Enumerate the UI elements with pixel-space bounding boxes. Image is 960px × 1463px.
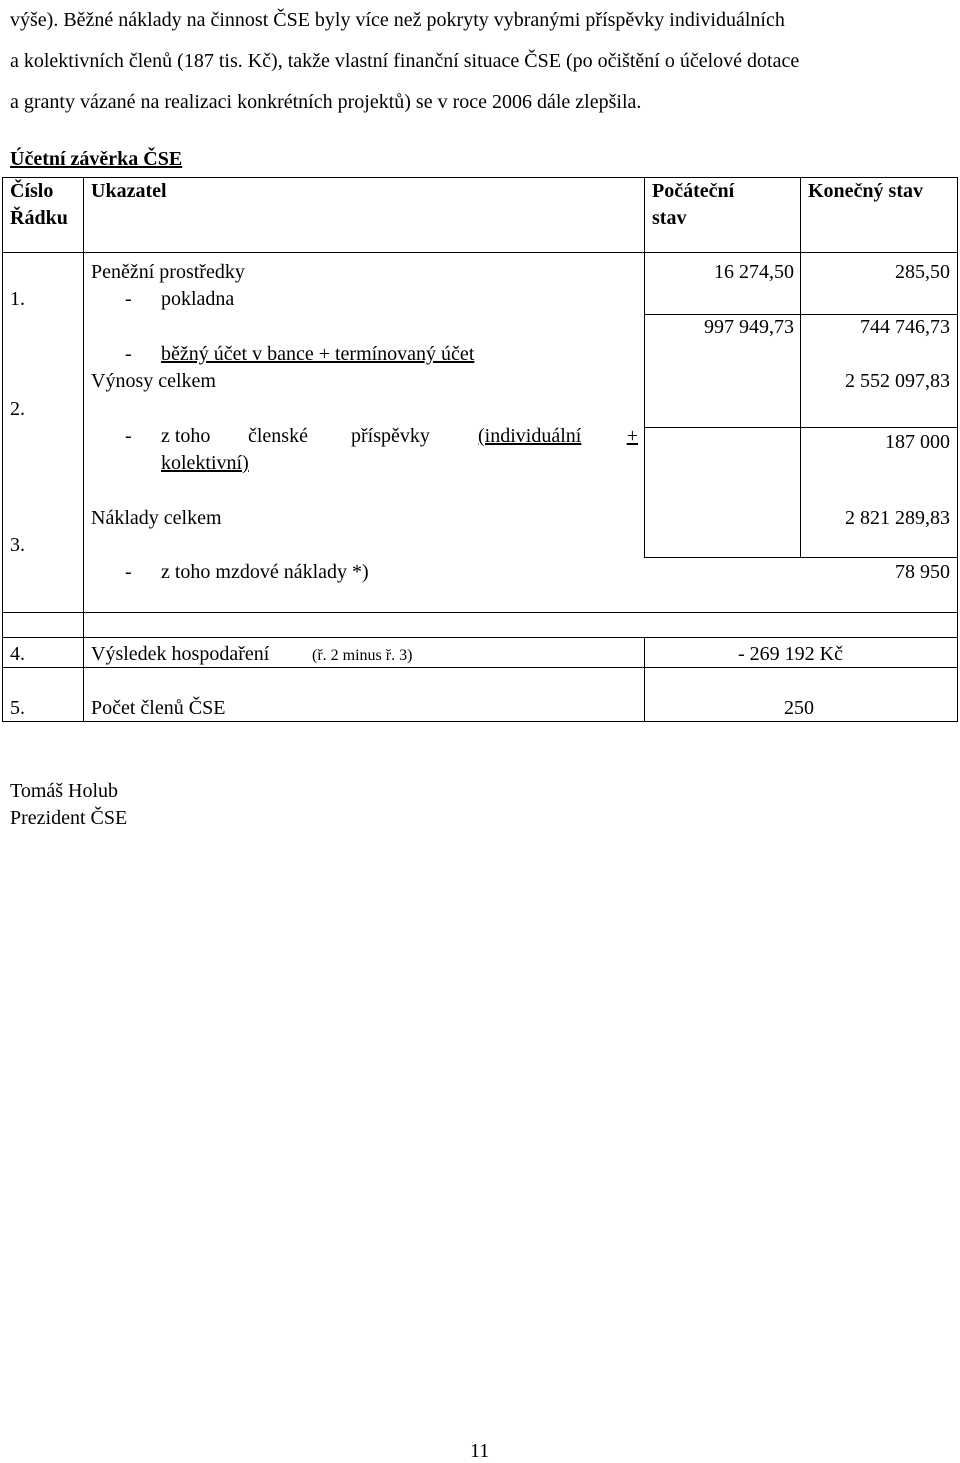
row-3-label: Náklady celkem: [91, 507, 222, 529]
row-1-sub2-label: běžný účet v bance + termínovaný účet: [161, 343, 475, 365]
row-5-label: Počet členů ČSE: [91, 697, 226, 719]
row-1-sub2-end: 744 746,73: [860, 316, 950, 338]
row-4-number: 4.: [10, 643, 25, 665]
row-2-sub-word-4: (individuální: [478, 425, 582, 447]
header-pocatecni: Počáteční: [652, 180, 735, 202]
intro-line-2: a kolektivních členů (187 tis. Kč), takže vlastní finanční situace ČSE (po očištění o účelové dotace: [10, 50, 800, 72]
intro-line-3: a granty vázané na realizaci konkrétních projektů) se v roce 2006 dále zlepšila.: [10, 91, 642, 113]
row-2-sub-word-5: +: [626, 425, 638, 447]
row-1-sub1-dash: -: [125, 288, 132, 310]
row-2-sub-line-2: kolektivní): [161, 452, 249, 474]
header-ukazatel: Ukazatel: [91, 180, 167, 202]
row-3-sub-dash: -: [125, 561, 132, 583]
signature-name: Tomáš Holub: [10, 780, 119, 802]
table-title: Účetní závěrka ČSE: [10, 148, 183, 170]
row-1-sub2-start: 997 949,73: [704, 316, 794, 338]
row-2-number: 2.: [10, 398, 25, 420]
row-5-value: 250: [784, 697, 814, 719]
row-2-sub-word-1: z toho: [161, 425, 211, 447]
signature-block: [10, 778, 127, 832]
row-3-sub-label: z toho mzdové náklady *): [161, 561, 369, 583]
row-3-number: 3.: [10, 534, 25, 556]
row-2-end: 2 552 097,83: [845, 370, 950, 392]
row-4-label: Výsledek hospodaření: [91, 643, 270, 665]
row-2-label: Výnosy celkem: [91, 370, 216, 392]
row-2-sub-word-2: členské: [248, 425, 308, 447]
row-5-number: 5.: [10, 697, 25, 719]
row-3-sub-end: 78 950: [895, 561, 950, 583]
row-1-number: 1.: [10, 288, 25, 310]
row-1-sub1-end: 285,50: [895, 261, 950, 283]
row-4-note: (ř. 2 minus ř. 3): [312, 647, 413, 664]
header-cislo: Číslo: [10, 180, 54, 202]
row-1-sub1-label: pokladna: [161, 288, 235, 310]
row-2-sub-dash: -: [125, 425, 132, 447]
row-1-label: Peněžní prostředky: [91, 261, 245, 283]
page-number: 11: [470, 1440, 490, 1462]
header-radku: Řádku: [10, 207, 68, 229]
row-1-sub2-dash: -: [125, 343, 132, 365]
intro-line-1: výše). Běžné náklady na činnost ČSE byly více než pokryty vybranými příspěvky individuálních: [10, 9, 785, 31]
row-2-sub-end: 187 000: [885, 431, 950, 453]
intro-paragraph: [10, 0, 950, 123]
row-1-sub1-start: 16 274,50: [714, 261, 794, 283]
row-3-end: 2 821 289,83: [845, 507, 950, 529]
header-pocatecni-stav: stav: [652, 207, 687, 229]
row-4-value: - 269 192 Kč: [738, 643, 843, 665]
row-2-sub-word-3: příspěvky: [351, 425, 430, 447]
header-konecny: Konečný stav: [808, 180, 923, 202]
signature-role: Prezident ČSE: [10, 807, 128, 829]
